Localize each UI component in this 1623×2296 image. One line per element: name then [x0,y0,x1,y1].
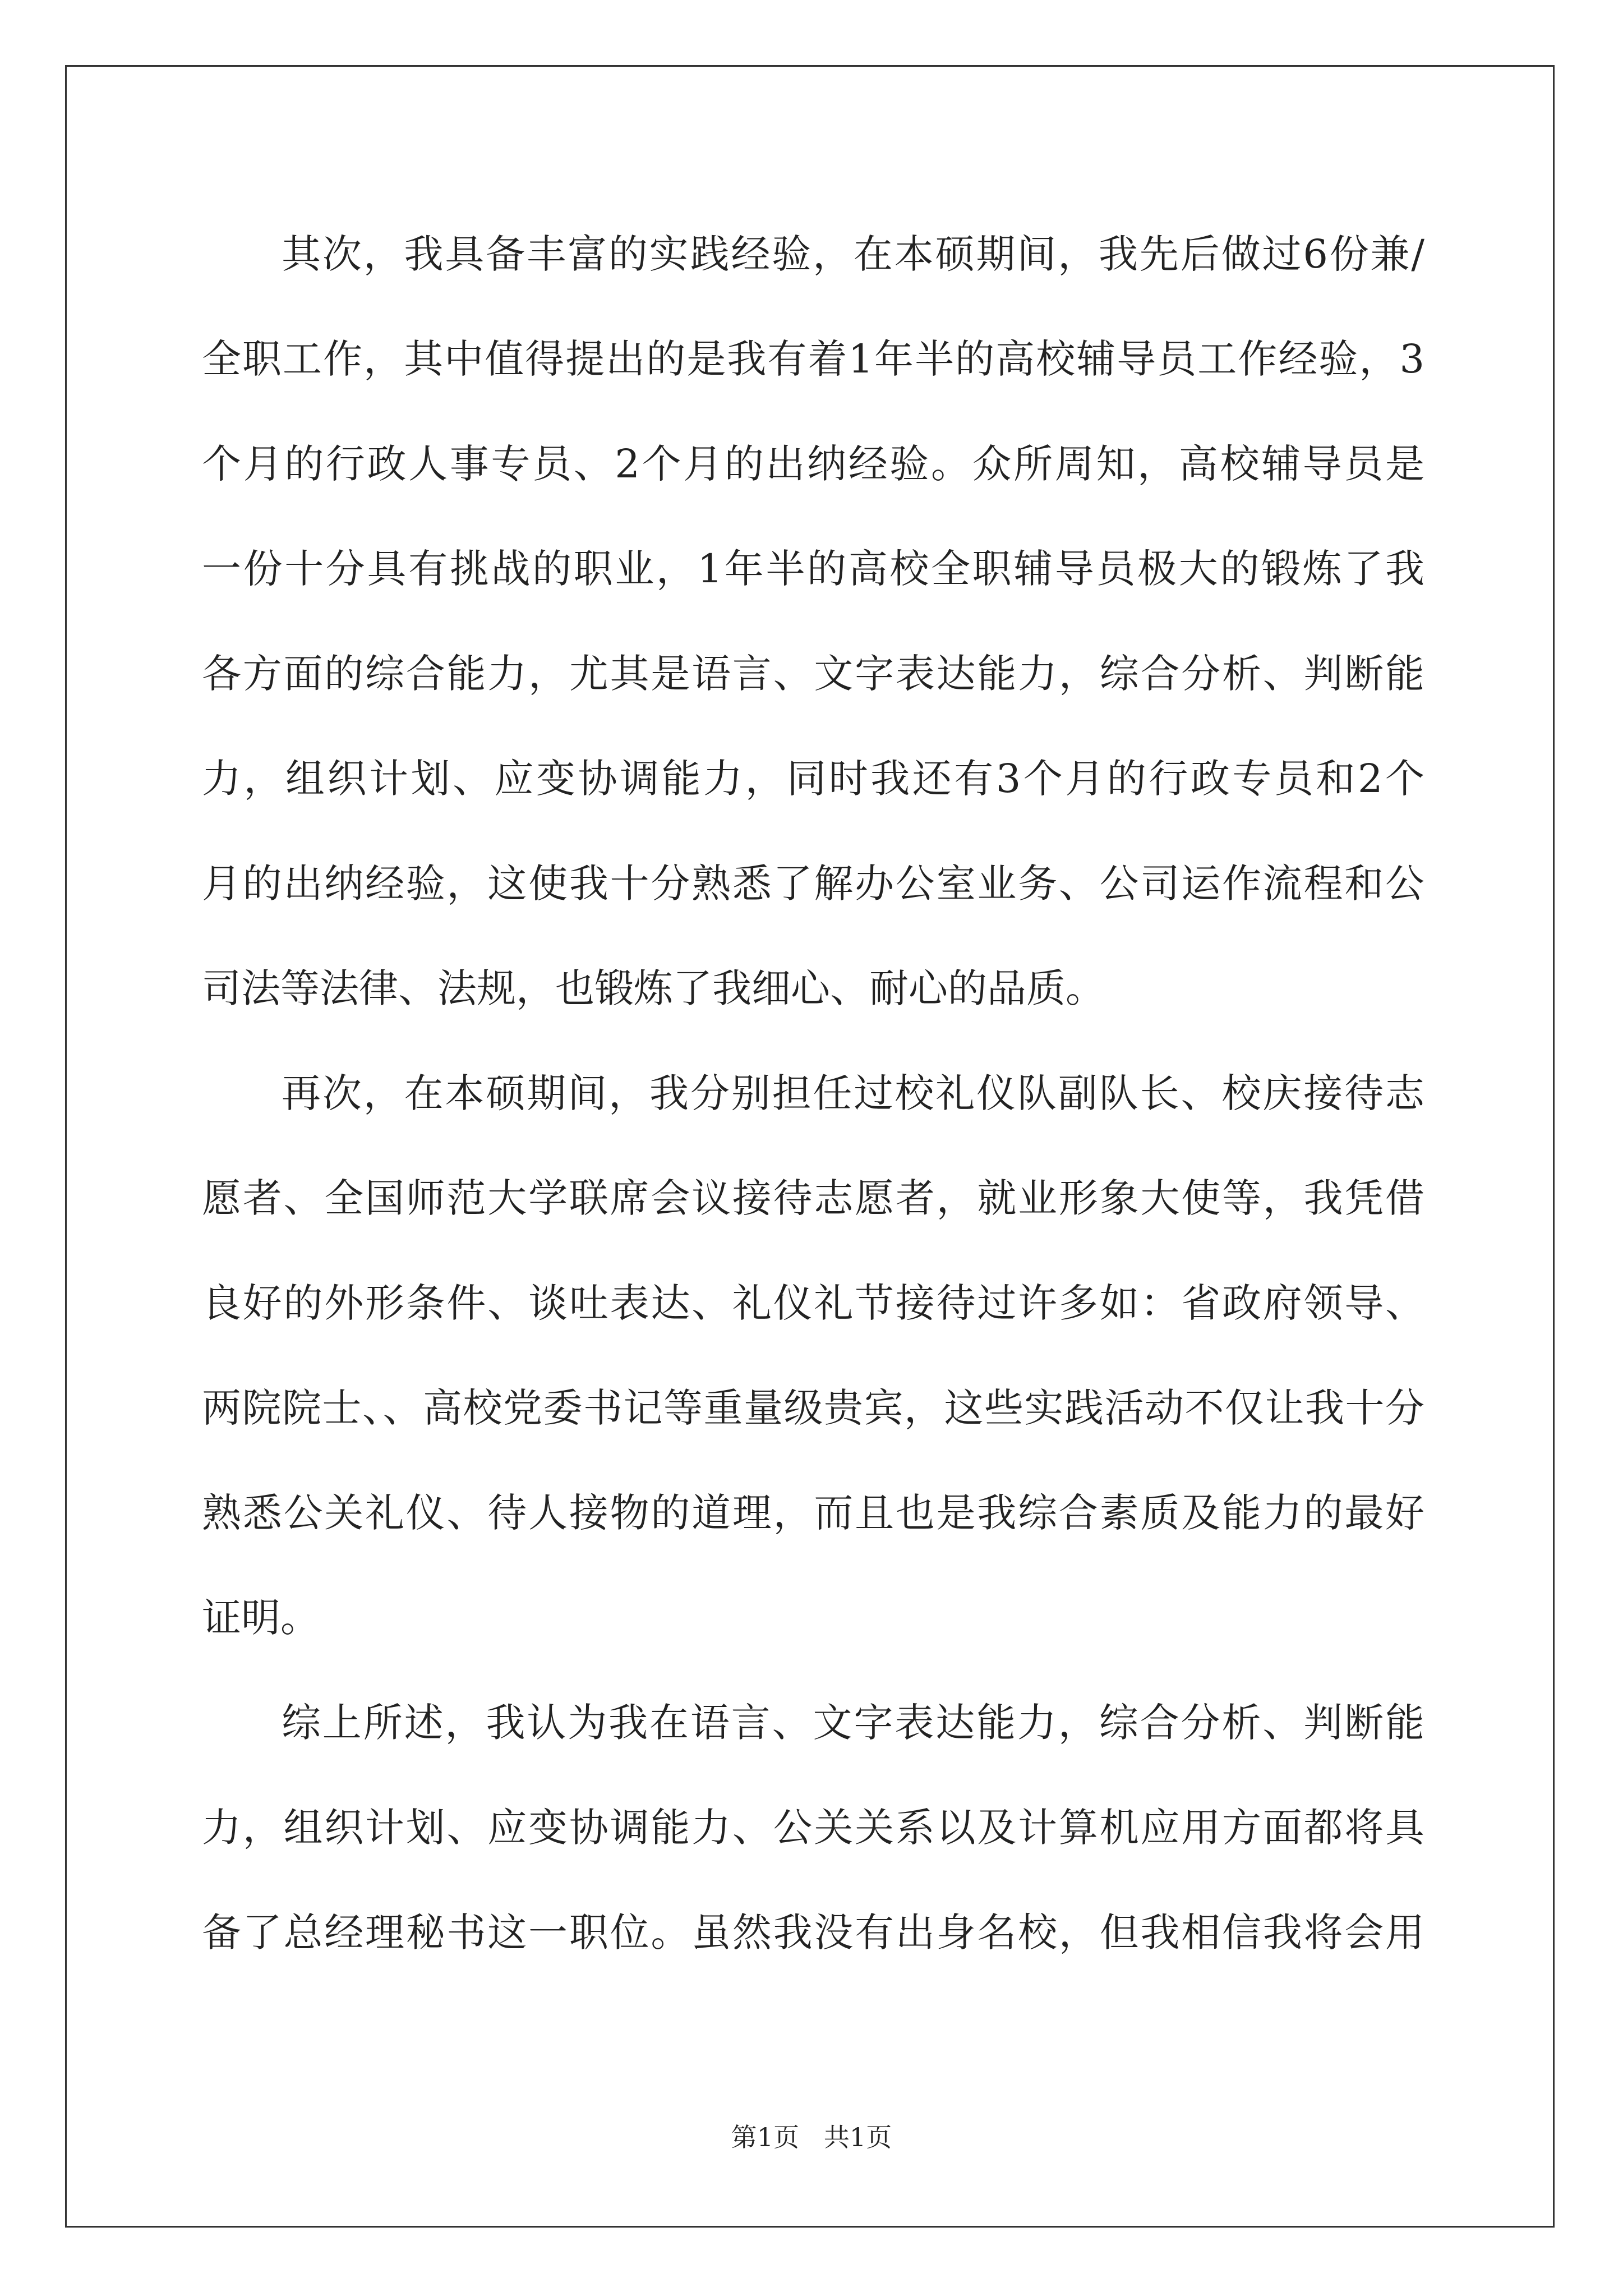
page-footer: 第1页 共1页 [731,2122,892,2152]
text-line: 证明。 [202,1595,320,1641]
text-line: 备了总经理秘书这一职位。虽然我没有出身名校，但我相信我将会用 [202,1910,1424,1955]
text-line: 其次，我具备丰富的实践经验，在本硕期间，我先后做过6份兼/ [282,231,1424,277]
text-line: 个月的行政人事专员、2个月的出纳经验。众所周知，高校辅导员是 [202,441,1424,487]
text-line: 各方面的综合能力，尤其是语言、文字表达能力，综合分析、判断能 [202,651,1424,697]
text-line: 综上所述，我认为我在语言、文字表达能力，综合分析、判断能 [282,1700,1424,1746]
text-line: 两院院士、、高校党委书记等重量级贵宾，这些实践活动不仅让我十分 [202,1385,1424,1431]
page-frame [65,65,1555,2228]
text-line: 全职工作，其中值得提出的是我有着1年半的高校辅导员工作经验，3 [202,336,1424,382]
text-line: 力，组织计划、应变协调能力，同时我还有3个月的行政专员和2个 [202,756,1424,802]
text-line: 良好的外形条件、谈吐表达、礼仪礼节接待过许多如：省政府领导、 [202,1280,1424,1326]
text-line: 力，组织计划、应变协调能力、公关关系以及计算机应用方面都将具 [202,1805,1424,1851]
text-line: 一份十分具有挑战的职业，1年半的高校全职辅导员极大的锻炼了我 [202,546,1424,592]
text-line: 月的出纳经验，这使我十分熟悉了解办公室业务、公司运作流程和公 [202,861,1424,907]
text-line: 司法等法律、法规，也锻炼了我细心、耐心的品质。 [202,965,1105,1011]
text-line: 愿者、全国师范大学联席会议接待志愿者，就业形象大使等，我凭借 [202,1175,1424,1221]
text-line: 熟悉公关礼仪、待人接物的道理，而且也是我综合素质及能力的最好 [202,1490,1424,1536]
text-line: 再次，在本硕期间，我分别担任过校礼仪队副队长、校庆接待志 [282,1070,1424,1116]
